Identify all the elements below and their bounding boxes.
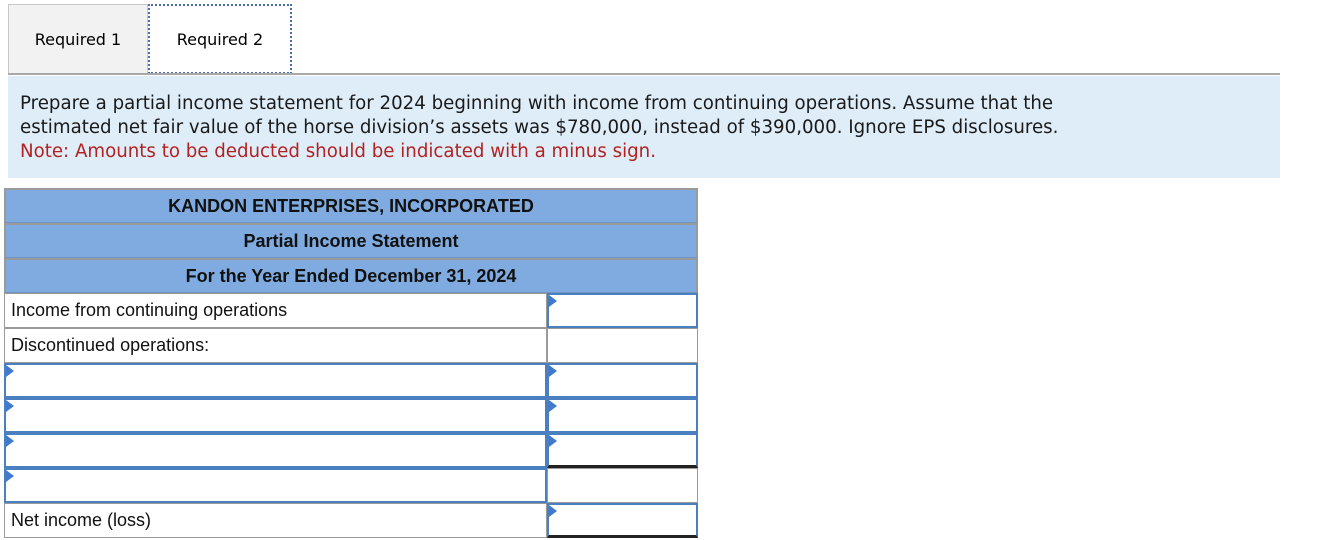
line-item-amount-input[interactable] <box>557 369 692 392</box>
statement-title-header: Partial Income Statement <box>4 223 698 258</box>
instruction-line-2: estimated net fair value of the horse division’s assets was $780,000, instead of $390,000. Ignore EPS disclosures. <box>20 117 1059 138</box>
line-item-label-cell[interactable] <box>4 468 547 503</box>
table-row-input-4 <box>4 468 698 503</box>
dropdown-marker-icon <box>6 365 14 377</box>
line-item-label-input[interactable] <box>14 404 541 427</box>
line-item-amount-input[interactable] <box>557 404 692 427</box>
dropdown-marker-icon <box>549 505 557 517</box>
table-row-continuing <box>4 293 698 328</box>
company-name-header: KANDON ENTERPRISES, INCORPORATED <box>4 188 698 223</box>
discontinued-operations-amount-cell <box>547 328 698 363</box>
line-item-amount-cell[interactable] <box>547 433 698 468</box>
net-income-amount-input[interactable] <box>557 509 692 531</box>
discontinued-operations-label: Discontinued operations: <box>4 328 547 363</box>
tab-required-2[interactable] <box>148 4 292 74</box>
dropdown-marker-icon <box>549 400 557 412</box>
line-item-label-cell[interactable] <box>4 363 547 398</box>
line-item-label-cell[interactable] <box>4 398 547 433</box>
tab-required-1[interactable] <box>8 4 148 74</box>
dropdown-marker-icon <box>6 470 14 482</box>
dropdown-marker-icon <box>549 295 557 307</box>
table-row-net-income <box>4 503 698 538</box>
line-item-label-input[interactable] <box>14 474 541 497</box>
line-item-label-input[interactable] <box>14 439 541 462</box>
dropdown-marker-icon <box>549 365 557 377</box>
line-item-label-cell[interactable] <box>4 433 547 468</box>
net-income-label: Net income (loss) <box>4 503 547 538</box>
table-row-input-3 <box>4 433 698 468</box>
line-item-amount-cell[interactable] <box>547 363 698 398</box>
statement-period-header: For the Year Ended December 31, 2024 <box>4 258 698 293</box>
dropdown-marker-icon <box>6 435 14 447</box>
instruction-note: Note: Amounts to be deducted should be indicated with a minus sign. <box>20 141 656 162</box>
instruction-line-1: Prepare a partial income statement for 2024 beginning with income from continuing operations. Assume that the <box>20 93 1054 114</box>
line-item-amount-input[interactable] <box>557 439 692 461</box>
tab-bar <box>8 4 1280 74</box>
table-row-input-1 <box>4 363 698 398</box>
line-item-amount-cell[interactable] <box>547 398 698 433</box>
dropdown-marker-icon <box>549 435 557 447</box>
tab-divider <box>8 73 1280 75</box>
dropdown-marker-icon <box>6 400 14 412</box>
continuing-operations-amount-cell[interactable] <box>547 293 698 328</box>
tab-required-2-label: Required 2 <box>176 29 264 49</box>
line-item-amount-cell-empty <box>547 468 698 503</box>
net-income-amount-cell[interactable] <box>547 503 698 538</box>
continuing-operations-amount-input[interactable] <box>557 299 692 322</box>
table-row-input-2 <box>4 398 698 433</box>
line-item-label-input[interactable] <box>14 369 541 392</box>
tab-required-1-label: Required 1 <box>34 30 122 49</box>
instruction-panel <box>8 76 1280 178</box>
continuing-operations-label: Income from continuing operations <box>4 293 547 328</box>
table-row-discontinued <box>4 328 698 363</box>
